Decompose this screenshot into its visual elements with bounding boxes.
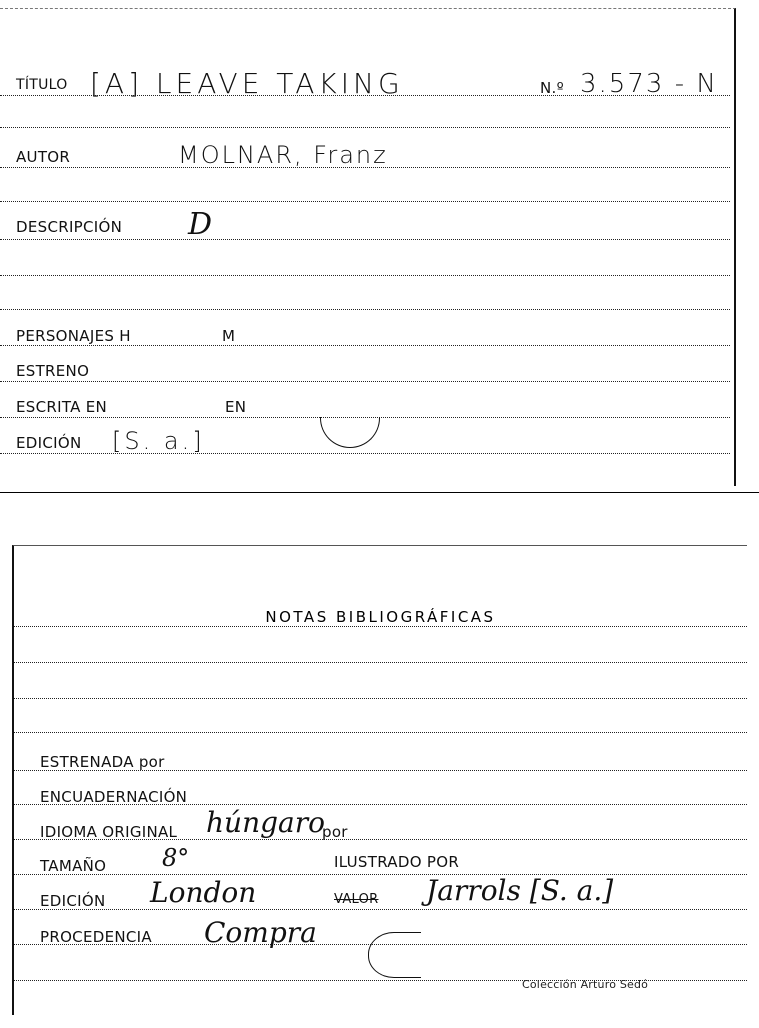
valor-value: Jarrols [S. a.]	[426, 874, 614, 907]
edicion-label: EDICIÓN	[16, 434, 82, 452]
rule-line	[14, 698, 747, 699]
catalog-card-front	[0, 8, 736, 486]
procedencia-label: PROCEDENCIA	[40, 928, 152, 946]
descripcion-value: D	[188, 207, 213, 242]
numero-label: N.º	[540, 79, 564, 97]
notas-heading: NOTAS BIBLIOGRÁFICAS	[265, 608, 496, 626]
autor-value: MOLNAR, Franz	[178, 141, 388, 169]
rule-line	[0, 381, 730, 382]
idioma-label: IDIOMA ORIGINAL	[40, 823, 178, 841]
rule-line	[0, 239, 730, 240]
numero-value: 3.573 - N	[580, 69, 718, 99]
rule-line	[14, 626, 747, 627]
edicion-back-value: London	[150, 876, 257, 909]
descripcion-label: DESCRIPCIÓN	[16, 218, 123, 236]
ilustrado-label: ILUSTRADO POR	[334, 853, 460, 871]
edicion-back-label: EDICIÓN	[40, 892, 106, 910]
escrita-en-label: EN	[225, 398, 247, 416]
tamano-value: 8°	[162, 844, 190, 872]
rule-line	[0, 345, 730, 346]
personajes-label: PERSONAJES H	[16, 327, 131, 345]
rule-line	[0, 201, 730, 202]
rule-line	[0, 309, 730, 310]
titulo-value: [A] LEAVE TAKING	[90, 67, 404, 100]
punch-hole	[368, 932, 421, 978]
rule-line	[0, 453, 730, 454]
procedencia-value: Compra	[204, 916, 317, 949]
tamano-label: TAMAÑO	[40, 857, 107, 875]
rule-line	[0, 127, 730, 128]
catalog-card-back	[12, 545, 747, 1015]
collection-stamp: Colección Arturo Sedó	[522, 978, 649, 991]
valor-label: VALOR	[334, 892, 379, 907]
rule-line	[14, 662, 747, 663]
rule-line	[0, 275, 730, 276]
personajes-m-label: M	[222, 327, 236, 345]
estreno-label: ESTRENO	[16, 362, 90, 380]
card-separator	[0, 492, 759, 493]
rule-line	[14, 732, 747, 733]
edicion-value: [S. a.]	[112, 427, 205, 455]
punch-hole	[320, 417, 380, 448]
titulo-label: TÍTULO	[16, 77, 68, 93]
encuadernacion-label: ENCUADERNACIÓN	[40, 788, 188, 806]
rule-line	[14, 909, 747, 910]
autor-label: AUTOR	[16, 148, 71, 166]
rule-line	[14, 874, 747, 875]
idioma-value: húngaro	[206, 806, 325, 839]
estrenada-label: ESTRENADA por	[40, 753, 165, 771]
idioma-por-label: por	[322, 823, 348, 841]
escrita-label: ESCRITA EN	[16, 398, 108, 416]
